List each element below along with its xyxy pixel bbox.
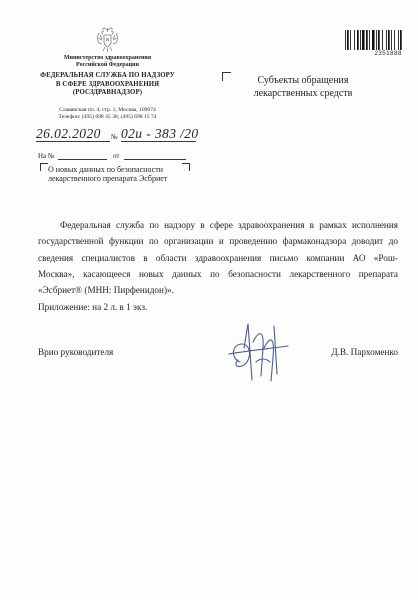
body-line: «Эсбриет® (МНН: Пирфенидон)». — [38, 285, 174, 296]
barcode-bar — [357, 30, 359, 50]
barcode-bar — [372, 30, 375, 50]
barcode-bar — [400, 30, 402, 50]
reference-date-label: от — [113, 152, 120, 160]
agency-line-1: ФЕДЕРАЛЬНАЯ СЛУЖБА ПО НАДЗОРУ — [40, 72, 175, 79]
addressee — [236, 74, 370, 100]
handwritten-signature — [226, 318, 294, 386]
barcode-bar — [388, 30, 390, 50]
registration-number: 02и - 383 /20 — [121, 126, 199, 141]
barcode-bar — [366, 30, 368, 50]
barcode-bar — [382, 30, 383, 50]
barcode-bar — [394, 30, 395, 50]
subject-corner-left — [40, 163, 48, 171]
body-paragraph — [38, 217, 398, 298]
barcode-bar — [386, 30, 387, 50]
barcode-bar — [398, 30, 399, 50]
body-line: государственной функции по организации и проведению фармаконадзора доводит до — [38, 236, 398, 247]
reference-number-label: На № — [38, 152, 55, 160]
agency-line-2: В СФЕРЕ ЗДРАВООХРАНЕНИЯ — [55, 80, 160, 88]
barcode-bar — [391, 30, 392, 50]
body-line: Москва», касающееся новых данных по безопасности лекарственного препарата — [38, 268, 398, 279]
addressee-line-1: Субъекты обращения — [257, 75, 349, 86]
barcode-bar — [345, 30, 346, 50]
barcode-bar — [354, 30, 355, 50]
barcode-bar — [350, 30, 351, 50]
ministry-line-1: Министерство здравоохранения — [63, 55, 152, 61]
coat-of-arms-icon — [96, 27, 119, 53]
addressee-corner — [222, 72, 231, 81]
barcode-bar — [360, 30, 361, 50]
reference-date-underline — [124, 159, 186, 160]
registration-number-sign: № — [111, 133, 118, 141]
barcode-bar — [376, 30, 377, 50]
signatory-position: Врио руководителя — [38, 347, 114, 357]
barcode-bar — [362, 30, 365, 50]
barcode-bar — [347, 30, 349, 50]
attachment-note: Приложение: на 2 л. в 1 экз. — [38, 302, 148, 312]
barcode-bar — [378, 30, 380, 50]
barcode-number: 2351888 — [374, 51, 402, 57]
signatory-name: Д.В. Пархоменко — [331, 347, 398, 357]
ministry-line-2: Российской Федерации — [76, 62, 139, 68]
body-line: сведения специалистов в области здравоохранения письмо компании АО «Рош- — [38, 252, 398, 263]
subject-line-2: лекарственного препарата Эсбриет — [48, 173, 168, 183]
agency-address: Славянская пл. 4, стр. 1, Москва, 109074 — [59, 107, 156, 113]
registration-date: 26.02.2020 — [36, 126, 101, 141]
subject — [48, 166, 198, 183]
subject-line-1: О новых данных по безопасности — [48, 165, 163, 174]
body-line: Федеральная служба по надзору в сфере здравоохранения в рамках исполнения — [60, 220, 398, 230]
reference-number-underline — [58, 159, 107, 160]
agency-line-3: (РОСЗДРАВНАДЗОР) — [72, 89, 143, 96]
barcode — [345, 30, 402, 50]
date-underline — [36, 141, 110, 142]
number-underline — [121, 141, 196, 142]
addressee-line-2: лекарственных средств — [253, 88, 353, 99]
agency-phone: Телефон: (495) 698 45 38; (495) 698 15 74 — [58, 114, 157, 120]
barcode-bar — [369, 30, 370, 50]
